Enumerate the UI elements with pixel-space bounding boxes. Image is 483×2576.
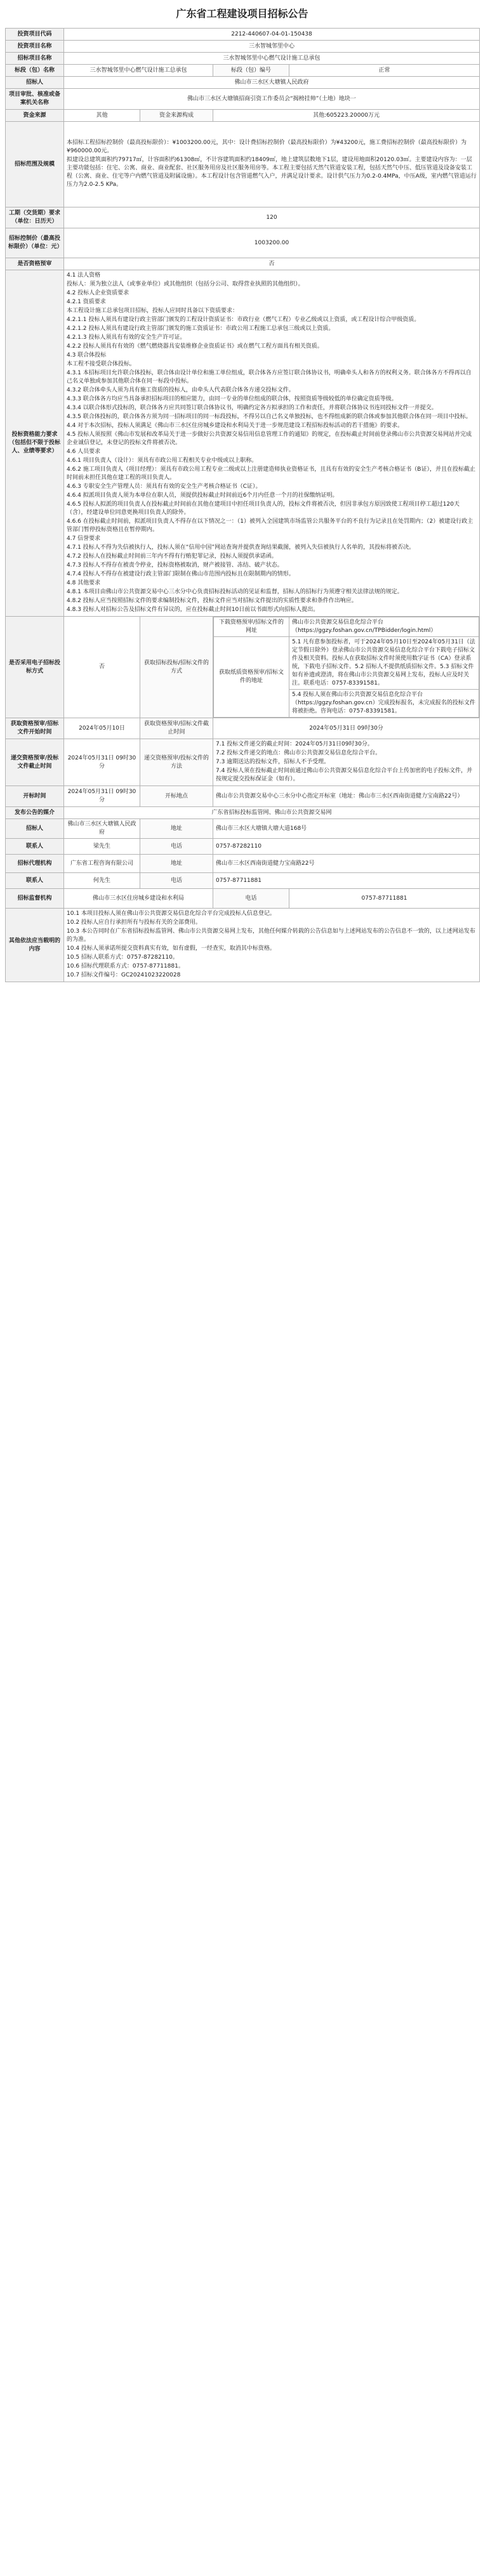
scope-para: 本招标工程招标控制价（最高投标限价）：¥1003200.00元，其中：设计费招标控制价（最高投标限价）为¥43200元，施工费招标控制价（最高投标限价）为¥960000.00元。 [67, 140, 466, 154]
contact-addr-label: 电话 [140, 839, 213, 855]
submit-method-label: 递交资格预审/投标文件的方法 [140, 739, 213, 786]
contact-value: 广东省工程咨询有限公司 [64, 855, 140, 873]
qualification-para: 4.3.3 联合体各方均应当具备承担招标项目的相应能力，由同一专业的单位组成的联合体，按照资质等级较低的单位确定资质等级。 [67, 396, 397, 402]
row-qualifications [6, 270, 480, 617]
scope-content [64, 122, 480, 207]
qualification-para: 4.3.2 联合体牵头人须为具有施工资质的投标人，由牵头人代表联合体各方递交投标文件。 [67, 387, 294, 393]
acq-start-value: 2024年05月10日 [64, 718, 140, 739]
row-contact [6, 855, 480, 873]
qualification-para: 4.8.2 投标人应当按照招标文件的要求编制投标文件，投标文件应当对招标文件提出的实质性要求和条件作出响应。 [67, 598, 357, 604]
qualification-para: 4.3.4 以联合体形式投标的，联合体各方应共同签订联合体协议书，明确约定各方拟承担的工作和责任，并将联合体协议书连同投标文件一并提交。 [67, 405, 437, 411]
publish-value: 广东省招标投标监管网、佛山市公共资源交易网 [64, 807, 480, 819]
duration-value: 120 [64, 207, 480, 228]
submit-label: 递交资格预审/投标文件截止时间 [6, 739, 64, 786]
row-scope [6, 122, 480, 207]
acquire-method-table [213, 617, 479, 718]
qualification-para: 4.6 人员要求 [67, 449, 101, 455]
qualification-para: 4.6.4 拟派项目负责人须为本单位在职人员，须提供投标截止时间前近6个月内任意一个月的社保缴纳证明。 [67, 492, 338, 499]
row-control-price [6, 228, 480, 258]
qualification-para: 投标人：须为独立法人（或事业单位）或其他组织（包括分公司、取得营业执照的其他组织）。 [67, 281, 304, 287]
row-project-code [6, 29, 480, 41]
contact-label: 联系人 [6, 873, 64, 889]
row-project-name [6, 41, 480, 53]
acquire-row [214, 637, 479, 690]
opening-time-value: 2024年05月31日 09时30分 [64, 786, 140, 807]
acq-end-value: 2024年05月31日 09时30分 [213, 718, 480, 739]
contact-addr-label: 电话 [140, 873, 213, 889]
tender-project-name-label: 招标项目名称 [6, 53, 64, 65]
acquire-row [214, 617, 479, 637]
row-supervise [6, 889, 480, 909]
qualification-para: 4.2.1.1 投标人须具有建设行政主管部门颁发的工程设计资质证书：市政行业（燃气工程）专业乙级或以上资质，或工程设计综合甲级资质。 [67, 317, 420, 323]
qualification-para: 4.6.5 投标人拟派的项目负责人在投标截止时间前在其他在建项目中担任项目负责人的，投标文件将被否决，但因非承包方原因致使工程项目停工超过120天（含），经建设单位同意更换项目负责人的除外。 [67, 501, 460, 516]
qualification-para: 4.7 信誉要求 [67, 536, 101, 542]
qualification-para: 4.3.5 联合体投标的，联合体各方须为同一招标项目的同一标段投标，不得另以自己名义单独投标，也不得组成新的联合体或参加其他联合体在同一项目中投标。 [67, 414, 472, 420]
row-other [6, 909, 480, 982]
submit-para: 7.3 逾期送达的投标文件，招标人不予受理。 [216, 759, 330, 765]
row-duration [6, 207, 480, 228]
qualification-para: 4.6.1 项目负责人（设计）：须具有市政公用工程相关专业中级或以上职称。 [67, 457, 258, 464]
row-publish [6, 807, 480, 819]
prequal-value: 否 [64, 258, 480, 270]
qualification-para: 4.7.2 投标人在投标截止时间前三年内不得有行贿犯罪记录，投标人须提供承诺函。 [67, 553, 277, 560]
supervise-label: 招标监督机构 [6, 889, 64, 909]
qualification-para: 4.4 对于本次招标，投标人须满足《佛山市三水区住房城乡建设和水利局关于进一步规范建设工程招标投标活动的若干措施》的要求。 [67, 423, 404, 429]
row-opening [6, 786, 480, 807]
row-contact [6, 839, 480, 855]
prequal-label: 是否资格预审 [6, 258, 64, 270]
project-name-label: 投资项目名称 [6, 41, 64, 53]
e-tender-label: 是否采用电子招标投标方式 [6, 617, 64, 718]
qualification-para: 4.7.3 投标人不得存在被责令停业，投标资格被取消，财产被接管、冻结、破产状态。 [67, 562, 283, 568]
notice-table [5, 28, 480, 982]
qualification-para: 本工程不接受联合体投标。 [67, 361, 136, 367]
other-para: 10.6 招标代理联系方式：0757-87711881。 [67, 963, 184, 969]
contact-addr-label: 地址 [140, 855, 213, 873]
download-url-value[interactable]: 佛山市公共资源交易信息化综合平台（https://ggzy.foshan.gov.cn/TPBidder/login.html） [289, 617, 479, 637]
qualification-para: 4.7.4 投标人不得存在被建设行政主管部门限制在佛山市范围内投标且在限制期内的情形。 [67, 571, 294, 577]
other-para: 10.4 投标人须承诺所提交资料真实有效，如有虚假，一经查实，取消其中标资格。 [67, 945, 275, 952]
row-e-tender [6, 617, 480, 718]
qualification-para: 4.6.3 专职安全生产管理人员：须具有有效的安全生产考核合格证书（C证）。 [67, 483, 261, 490]
qualifications-content [64, 270, 480, 617]
approval-label: 项目审批、核准或备案机关名称 [6, 89, 64, 110]
project-name-value: 三水智城邻里中心 [64, 41, 480, 53]
tender-unit-label: 招标人 [6, 77, 64, 89]
other-para: 10.1 本项目投标人须在佛山市公共资源交易信息化综合平台完成投标人信息登记。 [67, 910, 275, 917]
submit-para: 7.4 投标人须在投标截止时间前通过佛山市公共资源交易信息化综合平台上传加密的电子投标文件，并按规定提交投标保证金（如有）。 [216, 768, 473, 782]
opening-time-label: 开标时间 [6, 786, 64, 807]
tender-project-name-value: 三水智城邻里中心燃气设计施工总承包 [64, 53, 480, 65]
page [0, 0, 483, 982]
supervise-tel-label: 电话 [213, 889, 289, 909]
qualification-para: 4.7.1 投标人不得为失信被执行人，投标人须在“信用中国”网站查询并提供查询结果截图，被列入失信被执行人名单的，其投标将被否决。 [67, 544, 415, 551]
control-price-value: 1003200.00 [64, 228, 480, 258]
project-code-label: 投资项目代码 [6, 29, 64, 41]
contact-addr-value: 佛山市三水区西南街道健力宝南路22号 [213, 855, 480, 873]
qualification-para: 4.8.1 本项目由佛山市公共资源交易中心三水分中心负责招标投标活动的见证和监督，招标人的招标行为须遵守相关法律法规的规定。 [67, 589, 403, 595]
paper-address-value: 5.1 凡有意参加投标者，可于2024年05月10日至2024年05月31日（法定节假日除外）登录佛山市公共资源交易信息化综合平台下载电子招标文件及相关资料。投标人在获取招标文件时须使用数字证书（CA）登录系统，下载电子招标文件。5.2 招标人不提供纸质招标文件。5.3 招标文件如有补遗或澄清，将在佛山市公共资源交易网上发布，投标人应及时关注。联系电话：0757-83391581。 [289, 637, 479, 690]
acquire-method-content [213, 617, 480, 718]
acq-end-label: 获取资格预审/招标文件截止时间 [140, 718, 213, 739]
section-value: 三水智城邻里中心燃气设计施工总承包 [64, 65, 213, 77]
other-para: 10.2 投标人应自行承担所有与投标有关的全部费用。 [67, 919, 201, 926]
qualification-para: 4.2 投标人企业资质要求 [67, 290, 129, 296]
contact-addr-value: 0757-87282110 [213, 839, 480, 855]
scope-para: 拟建设总建筑面积约79717㎡，计容面积约61308㎡，不计容建筑面积约18409㎡，地上建筑层数地下1层，建设用地面积20120.03㎡。主要建设内容为：一层主要功能包括：住宅、公寓、商业、商业配套、社区服务用房及社区服务用房等。本工程主要包括天然气管道安装工程，包括天然气中压、低压管道及设备安装工程（公寓、商业、住宅等户内燃气管道及附属设施）。本工程设计包含管道燃气入户，并满足设计要求。设计供气压力为0.2-0.4MPa，中压A级，室内燃气管道运行压力为2.0-2.5 KPa。 [67, 157, 477, 188]
project-code-value: 2212-440607-04-01-150438 [64, 29, 480, 41]
contact-label: 招标人 [6, 819, 64, 839]
qualification-para: 4.6.2 施工项目负责人（项目经理）：须具有市政公用工程专业二级或以上注册建造师执业资格证书，且具有有效的安全生产考核合格证书（B证），并且在投标截止时间前未担任其他在建工程的项目负责人。 [67, 466, 475, 481]
row-prequal [6, 258, 480, 270]
funding-structure-label: 资金来源构成 [140, 110, 213, 122]
qualification-para: 4.2.1.2 投标人须具有建设行政主管部门颁发的施工资质证书：市政公用工程施工总承包三级或以上资质。 [67, 325, 334, 332]
contact-label: 联系人 [6, 839, 64, 855]
control-price-label: 招标控制价（最高投标限价）（单位：元） [6, 228, 64, 258]
paper-address-label: 获取纸质资格预审/招标文件的地址 [214, 637, 289, 718]
other-para: 10.5 招标人联系方式：0757-87282110。 [67, 954, 178, 961]
supervise-tel-value: 0757-87711881 [289, 889, 480, 909]
approval-value: 佛山市三水区大塘镇招商引资工作委员会“揭榜挂帅”（土地）地块一 [64, 89, 480, 110]
section-no-value: 正常 [289, 65, 480, 77]
qualification-para: 4.6.6 在投标截止时间前，拟派项目负责人不得存在以下情况之一：（1）被列入全国建筑市场监管公共服务平台的不良行为记录且在处罚期内；（2）被建设行政主管部门暂停投标资格且在暂停期内。 [67, 518, 473, 533]
funding-structure-value: 其他:605223.20000万元 [213, 110, 480, 122]
scope-label: 招标范围及规模 [6, 122, 64, 207]
e-tender-value: 否 [64, 617, 140, 718]
qualifications-list [67, 272, 477, 614]
row-acq-period [6, 718, 480, 739]
funding-source-value: 其他 [64, 110, 140, 122]
supervise-value: 佛山市三水区住房城乡建设和水利局 [64, 889, 213, 909]
contact-addr-value: 佛山市三水区大塘镇大塘大道168号 [213, 819, 480, 839]
qualification-para: 4.3.1 本招标项目允许联合体投标，联合体由设计单位和施工单位组成，联合体各方应签订联合体协议书，明确牵头人和各方的权利义务。联合体各方不得再以自己名义单独或参加其他联合体在同一标段中投标。 [67, 370, 472, 384]
contact-value: 何先生 [64, 873, 140, 889]
opening-place-label: 开标地点 [140, 786, 213, 807]
qualification-para: 4.2.1.3 投标人须具有有效的安全生产许可证。 [67, 334, 186, 341]
publish-label: 发布公告的媒介 [6, 807, 64, 819]
qualification-para: 4.8 其他要求 [67, 580, 101, 586]
row-tender-project-name [6, 53, 480, 65]
submit-para: 7.2 投标文件递交的地点：佛山市公共资源交易信息化综合平台。 [216, 750, 381, 756]
submit-para: 7.1 投标文件递交的截止时间：2024年05月31日09时30分。 [216, 741, 373, 747]
row-contact [6, 819, 480, 839]
registration-note: 5.4 投标人须在佛山市公共资源交易信息化综合平台（https://ggzy.foshan.gov.cn）完成投标报名，未完成报名的投标文件将被拒绝。咨询电话：0757-83391581。 [289, 690, 479, 718]
submit-method-content [213, 739, 480, 786]
opening-place-value: 佛山市公共资源交易中心三水分中心指定开标室（地址：佛山市三水区西南街道健力宝南路22号） [213, 786, 480, 807]
qualification-para: 本工程设计施工总承包项目招标，投标人应同时具备以下资质要求： [67, 308, 239, 314]
page-title: 广东省工程建设项目招标公告 [176, 8, 308, 20]
qualification-para: 4.8.3 投标人对招标公告及招标文件有异议的，应在投标截止时间10日前以书面形式向招标人提出。 [67, 607, 319, 613]
acq-start-label: 获取资格预审/招标文件开始时间 [6, 718, 64, 739]
row-submit [6, 739, 480, 786]
qualification-para: 4.2.1 资质要求 [67, 299, 106, 305]
duration-label: 工期（交货期）要求（单位：日历天） [6, 207, 64, 228]
row-approval [6, 89, 480, 110]
funding-label: 资金来源 [6, 110, 64, 122]
qualifications-label: 投标资格能力要求（包括但不限于投标人、业绩等要求） [6, 270, 64, 617]
other-label: 其他依法应当载明的内容 [6, 909, 64, 982]
contact-addr-value: 0757-87711881 [213, 873, 480, 889]
qualification-para: 4.3 联合体投标 [67, 352, 107, 358]
qualification-para: 4.5 投标人须按照《佛山市发展和改革局关于进一步做好公共资源交易信用信息管理工作的通知》的规定，在投标截止时间前登录佛山市公共资源交易网站并完成企业诚信登记，未登记的投标文件将被否决。 [67, 431, 472, 446]
row-section [6, 65, 480, 77]
contact-addr-label: 地址 [140, 819, 213, 839]
contact-value: 梁先生 [64, 839, 140, 855]
acquire-method-label: 获取招标投标/招标文件的方式 [140, 617, 213, 718]
qualification-para: 4.2.2 投标人须具有有效的《燃气燃烧器具安装维修企业资质证书》或在燃气工程方面具有相关资质。 [67, 343, 323, 350]
section-label: 标段（包）名称 [6, 65, 64, 77]
contact-value: 佛山市三水区大塘镇人民政府 [64, 819, 140, 839]
row-funding [6, 110, 480, 122]
qualification-para: 4.1 法人资格 [67, 272, 101, 279]
contact-label: 招标代理机构 [6, 855, 64, 873]
other-para: 10.3 本公告同时在广东省招标投标监管网、佛山市公共资源交易网上发布，其他任何媒介转载的公告信息如与上述网站发布的公告信息不一致的，以上述网站发布的为准。 [67, 928, 475, 943]
other-para: 10.7 招标文件编号：GC20241023220028 [67, 972, 181, 978]
section-no-label: 标段（包）编号 [213, 65, 289, 77]
other-list [67, 910, 477, 980]
other-content [64, 909, 480, 982]
row-contact [6, 873, 480, 889]
download-url-label: 下载资格预审/招标文件的网址 [214, 617, 289, 637]
tender-unit-value: 佛山市三水区大塘镇人民政府 [64, 77, 480, 89]
row-tender-unit [6, 77, 480, 89]
submit-value: 2024年05月31日 09时30分 [64, 739, 140, 786]
